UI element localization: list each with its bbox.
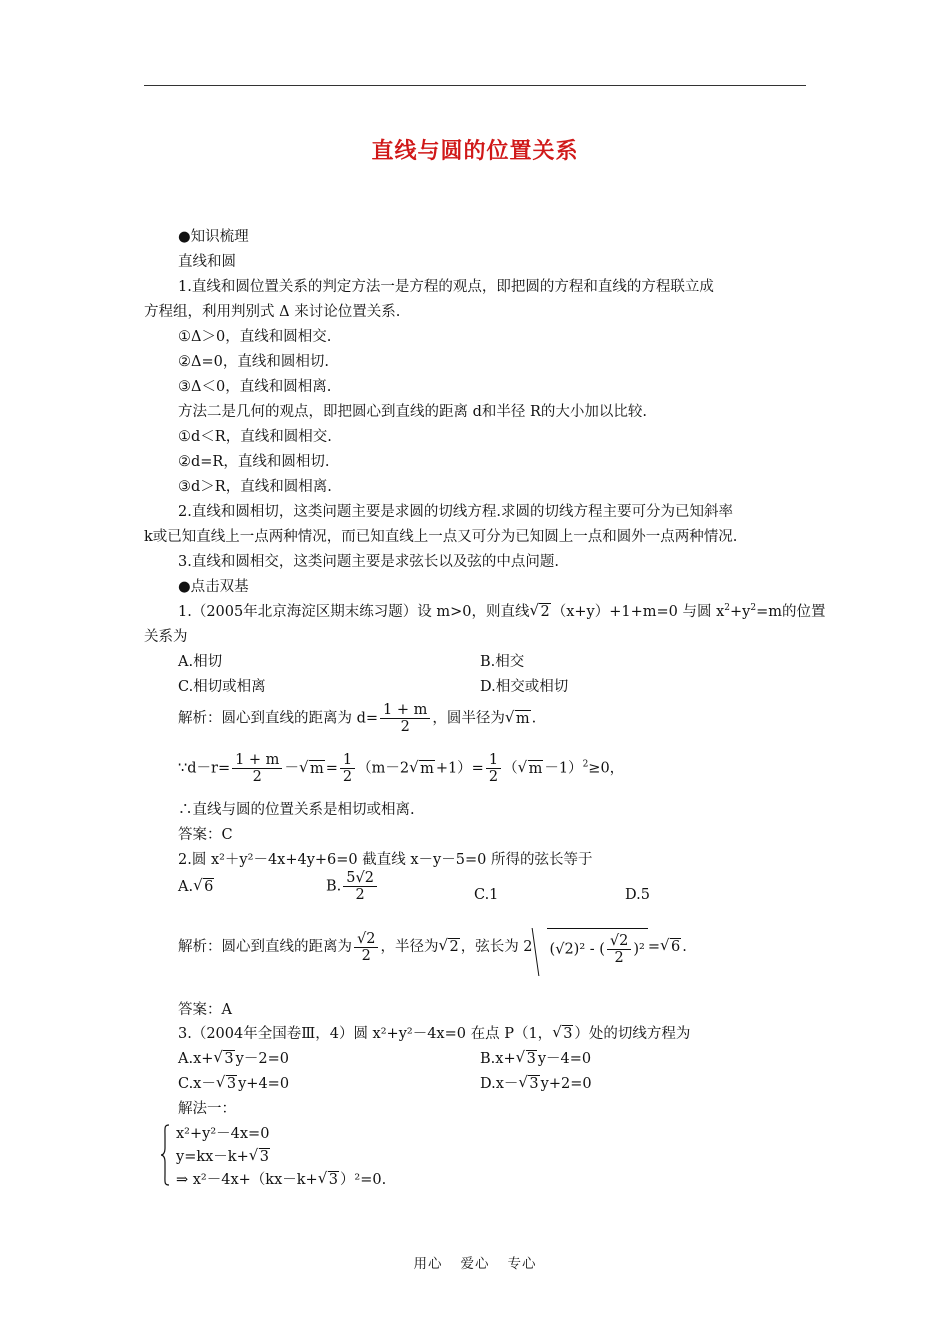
option-d: D.相交或相切 bbox=[480, 679, 569, 695]
conclusion: ∴直线与圆的位置关系是相切或相离. bbox=[178, 802, 415, 818]
paragraph: k或已知直线上一点两种情况，而已知直线上一点又可分为已知圆上一点和圆外一点两种情况. bbox=[144, 529, 738, 545]
section-heading-basics: ●点击双基 bbox=[178, 579, 249, 595]
option-b: B.相交 bbox=[480, 654, 525, 670]
system-brace bbox=[160, 1124, 170, 1186]
radical: (√2)² - ( $\frac{√2}{2}$ )² bbox=[533, 928, 648, 966]
footer-text: 爱心 bbox=[460, 1256, 490, 1272]
section-heading-knowledge: ●知识梳理 bbox=[178, 229, 249, 245]
question-1-stem: 1.（2005年北京海淀区期末练习题）设 m>0，则直线√ 2 （x+y）+1+m=0 与圆 $x^2+y^2=m$的位置 bbox=[178, 603, 825, 621]
paragraph: 1.直线和圆位置关系的判定方法一是方程的观点，即把圆的方程和直线的方程联立成 bbox=[178, 279, 714, 295]
option-b: B. $\frac{5√2}{2}$ bbox=[326, 870, 379, 903]
question-3-stem: 3.（2004年全国卷Ⅲ，4）圆 x²+y²－4x=0 在点 P（1，√ 3 ）处的切线方程为 bbox=[178, 1025, 690, 1043]
fraction: $\frac{1 + m}{2}$ bbox=[380, 702, 430, 735]
solution-inequality: ∵d－r= $\frac{1 + m}{2}$ －√ m = $\frac{1}{2}$ （m－2√ m +1）= $\frac{1}{2}$ （√ m －1）$^2$≥0， bbox=[178, 752, 624, 785]
solution-line: 解析：圆心到直线的距离为 d= $\frac{1 + m}{2}$ ，圆半径为√ m . bbox=[178, 702, 536, 735]
solution-method-one: 解法一： bbox=[178, 1101, 236, 1117]
paragraph: 方程组，利用判别式 Δ 来讨论位置关系. bbox=[144, 304, 401, 320]
footer-text: 用心 bbox=[413, 1256, 443, 1272]
option-a: A.相切 bbox=[178, 654, 223, 670]
paragraph: 2.直线和圆相切，这类问题主要是求圆的切线方程.求圆的切线方程主要可分为已知斜率 bbox=[178, 504, 733, 520]
option-c: C.x－√ 3 y+4=0 bbox=[178, 1075, 289, 1093]
system-equation-1: x²+y²－4x=0 bbox=[176, 1126, 270, 1142]
answer: 答案：C bbox=[178, 827, 233, 843]
option-d: D.x－√ 3 y+2=0 bbox=[480, 1075, 592, 1093]
option-a: A.√ 6 bbox=[178, 878, 215, 896]
question-2-stem: 2.圆 x²＋y²－4x+4y+6=0 截直线 x－y－5=0 所得的弦长等于 bbox=[178, 852, 593, 868]
option-c: C.1 bbox=[474, 887, 499, 903]
option-d: D.5 bbox=[625, 887, 650, 903]
list-item: ②Δ=0，直线和圆相切. bbox=[178, 354, 329, 370]
option-c: C.相切或相离 bbox=[178, 679, 266, 695]
list-item: ①Δ＞0，直线和圆相交. bbox=[178, 329, 332, 345]
question-1-stem-line2: 关系为 bbox=[144, 629, 188, 645]
paragraph: 方法二是几何的观点，即把圆心到直线的距离 d和半径 R的大小加以比较. bbox=[178, 404, 648, 420]
system-result: ⇒ x²－4x+（kx－k+√ 3 ）²=0. bbox=[176, 1171, 386, 1189]
list-item: ③Δ＜0，直线和圆相离. bbox=[178, 379, 332, 395]
footer-text: 专心 bbox=[507, 1256, 537, 1272]
page-title: 直线与圆的位置关系 bbox=[371, 139, 579, 164]
subheading: 直线和圆 bbox=[178, 254, 236, 270]
paragraph: 3.直线和圆相交，这类问题主要是求弦长以及弦的中点问题. bbox=[178, 554, 559, 570]
footer bbox=[0, 1252, 950, 1272]
solution-line: 解析：圆心到直线的距离为 $\frac{√2}{2}$ ，半径为√ 2 ，弦长为 2 (√2)² - ( $\frac{√2}{2}$ )² =√ 6 . bbox=[178, 928, 687, 966]
option-b: B.x+√ 3 y－4=0 bbox=[480, 1050, 591, 1068]
list-item: ③d＞R，直线和圆相离. bbox=[178, 479, 332, 495]
answer: 答案：A bbox=[178, 1002, 232, 1018]
list-item: ②d=R，直线和圆相切. bbox=[178, 454, 330, 470]
list-item: ①d＜R，直线和圆相交. bbox=[178, 429, 332, 445]
header-rule bbox=[144, 85, 806, 86]
option-a: A.x+√ 3 y－2=0 bbox=[178, 1050, 289, 1068]
system-equation-2: y=kx－k+√ 3 bbox=[176, 1148, 271, 1166]
